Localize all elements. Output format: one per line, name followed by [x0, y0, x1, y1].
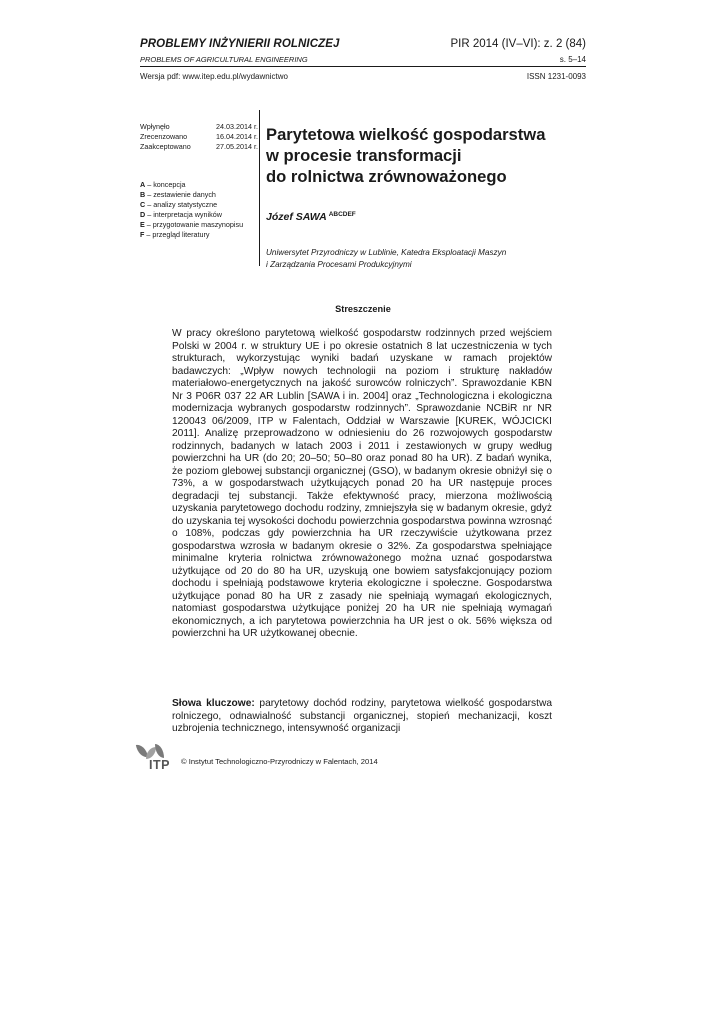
contribution-item: A – koncepcja: [140, 180, 186, 189]
issn: ISSN 1231-0093: [526, 72, 586, 81]
journal-header: [140, 38, 586, 50]
affiliation: Uniwersytet Przyrodniczy w Lublinie, Katedra Eksploatacji Maszyn i Zarządzania Procesami Produkcyjnymi: [266, 248, 507, 269]
leaf-icon: [155, 744, 164, 758]
contribution-item: E – przygotowanie maszynopisu: [140, 220, 244, 229]
contribution-item: F – przegląd literatury: [140, 230, 210, 239]
logo-text: ITP: [149, 758, 170, 772]
contribution-item: C – analizy statystyczne: [140, 200, 218, 209]
abstract-heading: Streszczenie: [335, 304, 391, 314]
review-dates: [140, 122, 258, 152]
journal-title-english: PROBLEMS OF AGRICULTURAL ENGINEERING: [140, 55, 308, 64]
footer: [137, 744, 378, 772]
pdf-version-link[interactable]: Wersja pdf: www.itep.edu.pl/wydawnictwo: [140, 72, 288, 81]
review-date-value: 24.03.2014 r.: [216, 122, 258, 131]
article-title: Parytetowa wielkość gospodarstwa w procesie transformacji do rolnictwa zrównoważonego: [266, 125, 546, 186]
keywords-label: Słowa kluczowe:: [172, 698, 255, 709]
review-date-row: [140, 142, 258, 152]
review-date-row: [140, 122, 258, 132]
publication-info: [140, 72, 586, 81]
author-contributions: [140, 180, 258, 240]
author-roles: ABCDEF: [328, 211, 356, 218]
contribution-item: D – interpretacja wyników: [140, 210, 222, 219]
column-divider: [259, 110, 260, 266]
journal-title: PROBLEMY INŻYNIERII ROLNICZEJ: [140, 38, 340, 50]
review-date-value: 16.04.2014 r.: [216, 132, 258, 141]
author-name: Józef SAWA: [266, 211, 327, 223]
abstract: [172, 328, 552, 641]
review-date-value: 27.05.2014 r.: [216, 142, 258, 151]
issue-info: PIR 2014 (IV–VI): z. 2 (84): [450, 38, 586, 50]
journal-subheader: [140, 55, 586, 64]
review-date-label: Zaakceptowano: [140, 142, 191, 151]
keywords-text: parytetowy dochód rodziny, parytetowa wielkość gospodarstwa rolniczego, odnawialność substancji organicznej, stopień mechanizacji, koszt uzbrojenia technicznego, intensywność organizacji: [172, 698, 553, 734]
itp-logo: [137, 744, 177, 772]
review-date-label: Zrecenzowano: [140, 132, 188, 141]
keywords: [172, 698, 552, 736]
page-range: s. 5–14: [559, 55, 586, 64]
review-date-label: Wpłynęło: [140, 122, 170, 131]
author: [266, 211, 356, 223]
header-rule: [140, 66, 586, 67]
contribution-item: B – zestawienie danych: [140, 190, 216, 199]
copyright: © Instytut Technologiczno-Przyrodniczy w Falentach, 2014: [181, 757, 378, 766]
abstract-text: W pracy określono parytetową wielkość gospodarstw rodzinnych przed wejściem Polski w 2004 r. w struktury UE i po okresie ostatnich 8 lat uczestniczenia w tych strukturach, wykorzystując wyniki badań uzyskane w ramach projektów badawczych: „Wpływ nowych technologii na poziom i strukturę nakładów materiałowo-energetycznych na jakość surowców rolniczych”. Sprawozdanie KBN Nr 3 P06R 037 22 AR Lublin [SAWA i in. 2004] oraz „Technologiczna i ekologiczna modernizacja wybranych gospodarstw rodzinnych”. Sprawozdanie NCBiR nr NR 120043 06/2009, ITP w Falentach, Oddział w Warszawie [KUREK, WÓJCICKI 2011]. Analizę przeprowadzono w odniesieniu do 26 rozwojowych gospodarstw rodzinnych, badanych w latach 2003 i 2011 i zestawionych w grupy według powierzchni ha UR (do 20; 20–50; 50–80 oraz ponad 80 ha UR). Z badań wynika, że poziom glebowej substancji organicznej (GSO), w badanym okresie obniżył się o 73%, a w gospodarstwach użytkujących ponad 20 ha UR następuje proces degradacji tej substancji. Także efektywność pracy, mierzona możliwością uzyskania parytetowego dochodu rodziny, zmniejszyła się w badanym okresie, gdyż do uzyskania tej wysokości dochodu powierzchnia gospodarstwa powinna wzrosnąć o 108%, podczas gdy powierzchnia ha UR rzeczywiście użytkowana przez gospodarstwa wzrosła w badanym okresie o 32%. Za gospodarstwa spełniające minimalne kryteria rolnictwa zrównoważonego można uznać gospodarstwa użytkujące od 20 do 80 ha UR, uzyskują one bowiem satysfakcjonujący poziom dochodu i spełniają podstawowe kryteria ekologiczne i społeczne. Gospodarstwa użytkujące ponad 80 ha UR z zasady nie spełniają wymagań ekologicznych, natomiast gospodarstwa użytkujące poniżej 20 ha UR nie spełniają wymagań ekonomicznych, a ich parytetowa powierzchnia ha UR jest o ok. 56% większa od powierzchni ha UR użytkowanej obecnie.: [172, 328, 552, 639]
review-date-row: [140, 132, 258, 142]
